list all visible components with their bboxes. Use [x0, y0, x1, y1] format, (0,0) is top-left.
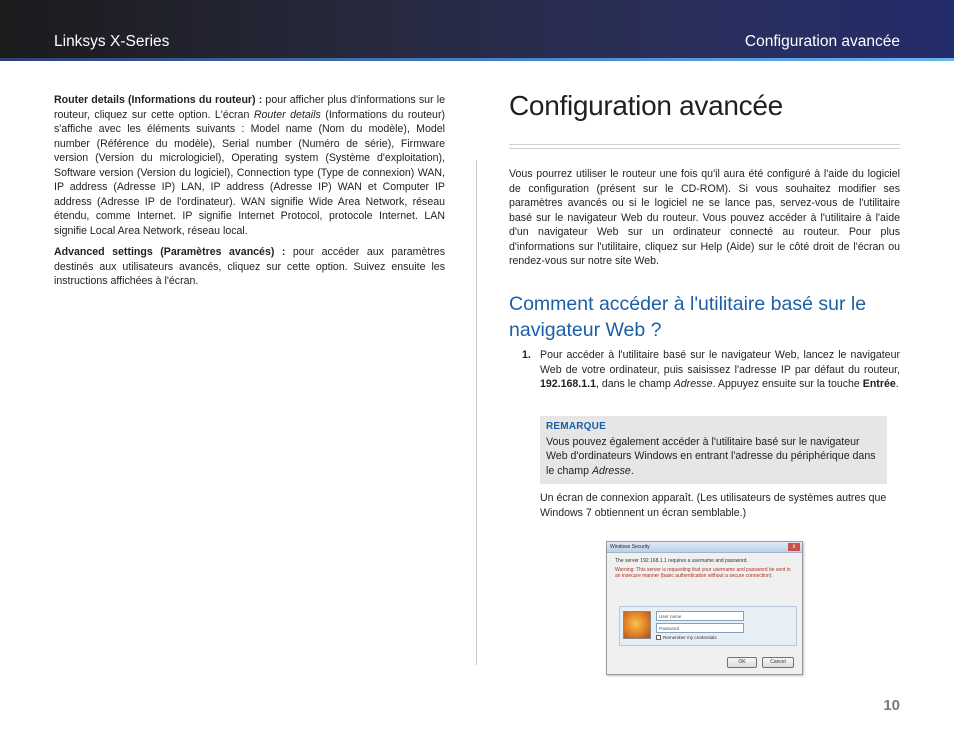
router-details-italic: Router details [253, 108, 321, 121]
router-details-text-b: (Informations du routeur) s'affiche avec les éléments suivants : Model name (Nom du modèle), Model number (Référence du modèle), Serial number (Numéro de série), Firmware version (Version du micrologiciel), Operating system (Système d'exploitation), Software version (Version du logiciel), Connection type (Type de connexion) WAN, IP address (Adresse IP) LAN, IP address (Adresse IP) WAN et Computer IP address (Adresse IP de l'ordinateur). WAN signifie Wide Area Network, réseau étendu, comme Internet. IP signifie Internet Protocol, protocole Internet. LAN signifie Local Area Network, réseau local. [54, 108, 445, 237]
left-column [54, 93, 445, 296]
checkbox-icon [656, 635, 661, 640]
step-text-a: Pour accéder à l'utilitaire basé sur le navigateur Web, lancez le navigateur Web de votre ordinateur, puis saisissez l'adresse IP par défaut du routeur, [540, 349, 900, 376]
title-rule-bottom [509, 148, 900, 149]
enter-key: Entrée [862, 378, 896, 390]
step-text-c: . Appuyez ensuite sur la touche [712, 378, 863, 390]
step-1 [509, 348, 900, 392]
section-heading: Comment accéder à l'utilitaire basé sur le navigateur Web ? [509, 293, 867, 341]
page-header [0, 0, 954, 58]
page-number: 10 [883, 697, 900, 714]
remember-credentials-checkbox [656, 635, 717, 641]
note-text [546, 435, 881, 479]
dialog-server-line: The server 192.168.1.1 requires a username and password. [615, 558, 748, 564]
header-accent-line [0, 58, 954, 61]
intro-paragraph: Vous pourrez utiliser le routeur une fois qu'il aura été configuré à l'aide du logiciel de configuration (présent sur le CD-ROM). Si vous souhaitez modifier ses paramètres avancés ou si le logiciel ne se lance pas, servez-vous de l'utilitaire basé sur le navigateur Web du routeur. Vous pouvez accéder à l'utilitaire à l'aide d'un navigateur Web sur un ordinateur connecté au routeur. Pour plus d'informations sur l'utilitaire, cliquez sur Help (Aide) sur le côté droit de l'écran ou rendez-vous sur notre site Web. [509, 168, 900, 267]
close-icon: x [788, 543, 800, 551]
advanced-settings-text: pour accéder aux paramètres destinés aux utilisateurs avancés, cliquez sur cette option. Suivez ensuite les instructions affichées à l'écran. [54, 246, 445, 287]
dialog-warning: Warning: This server is requesting that your username and password be sent in an insecure manner (basic authentication without a secure connection). [615, 567, 791, 579]
router-details-term: Router details (Informations du routeur) : [54, 94, 263, 106]
password-field: Password [656, 623, 744, 633]
remember-label: Remember my credentials [663, 635, 717, 640]
title-rule-top [509, 144, 900, 145]
page-title: Configuration avancée [509, 90, 783, 121]
ok-button: OK [727, 657, 757, 668]
note-field-name: Adresse [591, 464, 631, 477]
advanced-settings-term: Advanced settings (Paramètres avancés) : [54, 246, 286, 258]
note-label: REMARQUE [546, 421, 606, 432]
windows-security-dialog-screenshot [606, 541, 803, 675]
note-text-a: Vous pouvez également accéder à l'utilitaire basé sur le navigateur Web d'ordinateurs Windows en entrant l'adresse du périphérique dans le champ [546, 435, 876, 477]
column-divider [476, 160, 477, 665]
cancel-button: Cancel [762, 657, 794, 668]
dialog-titlebar [607, 542, 802, 553]
router-details-text-a: pour afficher plus d'informations sur le routeur, cliquez sur cette option. L'écran [54, 94, 445, 121]
address-field-name: Adresse [673, 378, 713, 390]
dialog-body [607, 553, 802, 579]
default-ip: 192.168.1.1 [540, 378, 596, 390]
login-screen-paragraph: Un écran de connexion apparaît. (Les utilisateurs de systèmes autres que Windows 7 obtiennent un écran semblable.) [540, 492, 887, 519]
dialog-title: Windows Security [610, 544, 650, 550]
username-field: User name [656, 611, 744, 621]
step-number: 1. [522, 349, 531, 361]
note-box [540, 416, 887, 484]
header-product-name: Linksys X-Series [54, 33, 170, 50]
router-details-paragraph [54, 93, 445, 238]
step-text-d: . [895, 378, 899, 390]
step-text-b: , dans le champ [595, 378, 674, 390]
credential-box [619, 606, 797, 646]
header-section-name: Configuration avancée [744, 33, 900, 50]
step-text [540, 348, 900, 392]
user-avatar-icon [623, 611, 651, 639]
advanced-settings-paragraph [54, 245, 445, 289]
note-text-b: . [630, 464, 634, 477]
